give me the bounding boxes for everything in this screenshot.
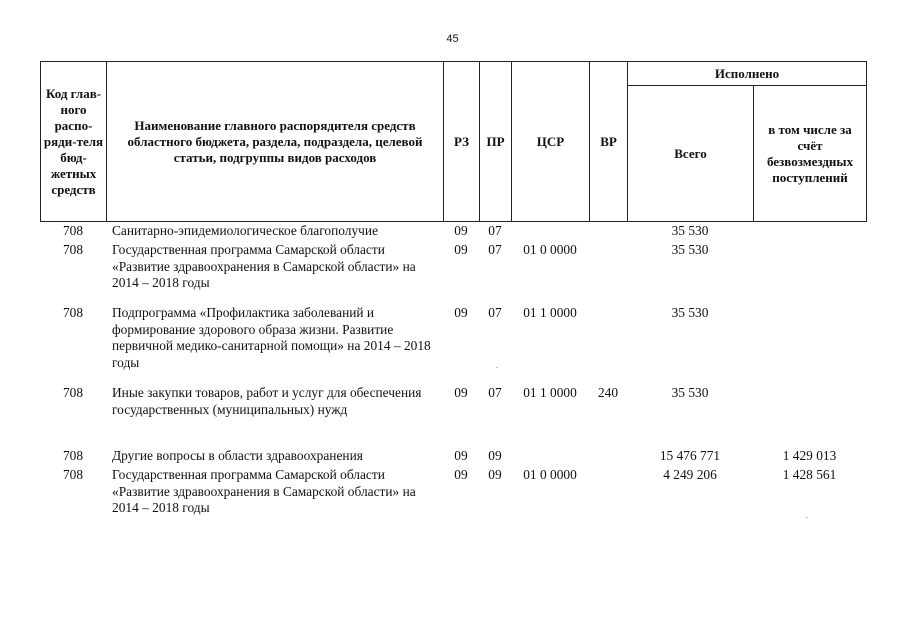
cell-code: 708 <box>62 223 84 238</box>
budget-table-body <box>40 223 866 527</box>
table-row <box>40 223 866 242</box>
cell-code: 708 <box>62 305 84 320</box>
cell-total: 4 249 206 <box>663 467 717 482</box>
cell-pr: 07 <box>488 223 502 238</box>
cell-free: 1 429 013 <box>782 448 837 463</box>
cell-total: 35 530 <box>671 223 709 238</box>
cell-pr: 09 <box>488 448 502 463</box>
cell-desc: Государственная программа Самарской области «Развитие здравоохранения в Самарской области» на 2014 – 2018 годы <box>112 242 416 290</box>
cell-csr: 01 0 0000 <box>523 467 577 482</box>
cell-desc: Подпрограмма «Профилактика заболеваний и формирование здорового образа жизни. Развитие первичной медико-санитарной помощи» на 2014 – 2018 годы <box>112 305 431 370</box>
cell-vr: 240 <box>597 385 619 400</box>
cell-free: 1 428 561 <box>782 467 837 482</box>
header-pr: ПР <box>480 62 512 222</box>
cell-desc: Иные закупки товаров, работ и услуг для обеспечения государственных (муниципальных) нужд <box>112 385 422 417</box>
header-executed: Исполнено <box>628 62 867 86</box>
cell-total: 35 530 <box>671 385 709 400</box>
cell-total: 35 530 <box>671 305 709 320</box>
cell-rz: 09 <box>454 223 468 238</box>
header-rz: РЗ <box>444 62 480 222</box>
cell-csr: 01 1 0000 <box>523 305 577 320</box>
cell-rz: 09 <box>454 305 468 320</box>
cell-rz: 09 <box>454 467 468 482</box>
cell-code: 708 <box>62 385 84 400</box>
page-number: 45 <box>446 33 459 45</box>
header-name: Наименование главного распорядителя средств областного бюджета, раздела, подраздела, целевой статьи, подгруппы видов расходов <box>107 62 444 222</box>
scan-speck <box>806 517 808 518</box>
cell-code: 708 <box>62 467 84 482</box>
table-row <box>40 467 866 527</box>
table-row <box>40 448 866 467</box>
table-row <box>40 385 866 448</box>
header-vr: ВР <box>590 62 628 222</box>
header-code: Код глав-ного распо-ряди-теля бюд-жетных средств <box>41 62 107 222</box>
cell-rz: 09 <box>454 448 468 463</box>
header-csr: ЦСР <box>512 62 590 222</box>
cell-total: 35 530 <box>671 242 709 257</box>
budget-table-header <box>40 61 867 222</box>
scan-speck <box>496 367 498 368</box>
cell-total: 15 476 771 <box>659 448 721 463</box>
cell-desc: Санитарно-эпидемиологическое благополучие <box>112 223 379 238</box>
table-row <box>40 242 866 305</box>
header-total: Всего <box>628 86 754 222</box>
cell-desc: Другие вопросы в области здравоохранения <box>112 448 363 463</box>
cell-code: 708 <box>62 448 84 463</box>
header-free: в том числе за счёт безвозмездных поступлений <box>754 86 867 222</box>
cell-desc: Государственная программа Самарской области «Развитие здравоохранения в Самарской области» на 2014 – 2018 годы <box>112 467 416 515</box>
cell-pr: 09 <box>488 467 502 482</box>
cell-rz: 09 <box>454 385 468 400</box>
cell-csr: 01 1 0000 <box>523 385 577 400</box>
cell-code: 708 <box>62 242 84 257</box>
table-row <box>40 305 866 385</box>
cell-pr: 07 <box>488 385 502 400</box>
cell-pr: 07 <box>488 305 502 320</box>
cell-csr: 01 0 0000 <box>523 242 577 257</box>
cell-rz: 09 <box>454 242 468 257</box>
cell-pr: 07 <box>488 242 502 257</box>
